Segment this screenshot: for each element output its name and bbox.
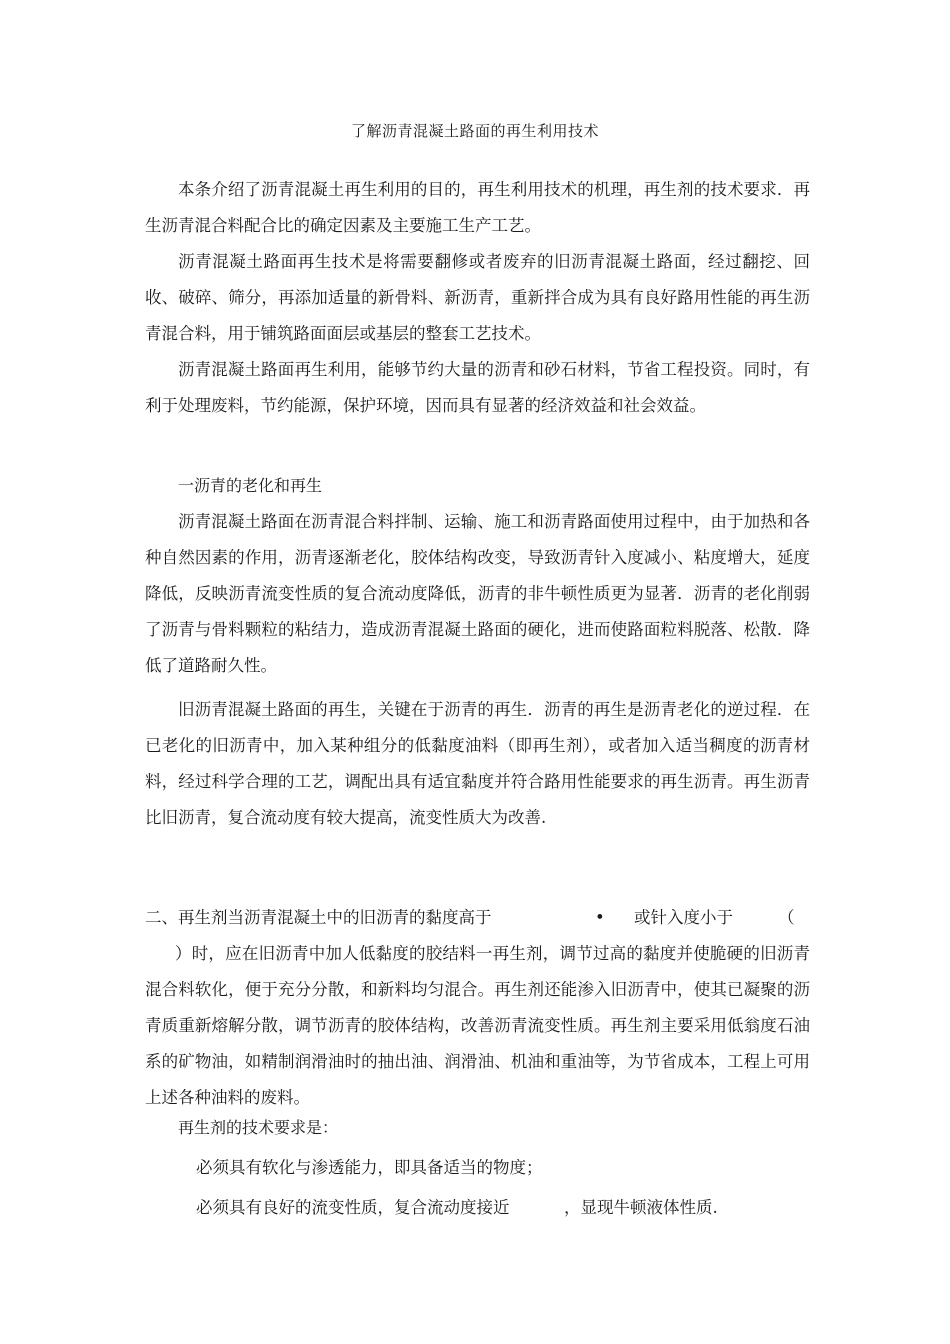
section-2-paragraph-1: ）时，应在旧沥青中加人低黏度的胶结料一再生剂，调节过高的黏度并使脆硬的旧沥青混合料软化，便于充分分散，和新料均匀混合。再生剂还能渗入旧沥青中，使其已凝聚的沥青质重新熔解分散，调节沥青的胶体结构，改善沥青流变性质。再生剂主要采用低翁度石油系的矿物油，如精制润滑油时的抽出油、润滑油、机油和重油等，为节省成本，工程上可用上述各种油料的废料。: [145, 944, 810, 1107]
intro-paragraph-3: 沥青混凝土路面再生利用，能够节约大量的沥青和砂石材料，节省工程投资。同时，有利于处理废料，节约能源，保护环境，因而具有显著的经济效益和社会效益。: [145, 360, 810, 415]
section-1-paragraph-1: 沥青混凝土路面在沥青混合料拌制、运输、施工和沥青路面使用过程中，由于加热和各种自然因素的作用，沥青逐渐老化，胶体结构改变，导致沥青针入度减小、粘度增大，延度降低，反映沥青流变性质的复合流动度降低，沥青的非牛顿性质更为显著．沥青的老化削弱了沥青与骨料颗粒的粘结力，造成沥青混凝土路面的硬化，进而使路面粒料脱落、松散．降低了道路耐久性。: [145, 512, 810, 675]
section-2-heading-text: 二、再生剂当沥青混凝土中的旧沥青的黏度高于: [145, 908, 492, 927]
intro-paragraph-2: 沥青混凝土路面再生技术是将需要翻修或者废弃的旧沥青混凝土路面，经过翻挖、回收、破碎、筛分，再添加适量的新骨料、新沥青，重新拌合成为具有良好路用性能的再生沥青混合料，用于铺筑路面面层或基层的整套工艺技术。: [145, 252, 810, 343]
requirements-heading: 再生剂的技术要求是：: [178, 1118, 339, 1137]
requirement-2-text: 必须具有良好的流变性质，复合流动度接近: [196, 1198, 510, 1217]
section-2-penetration-text: 或针入度小于: [634, 908, 733, 927]
document-title: 了解沥青混凝土路面的再生利用技术: [350, 122, 599, 140]
section-2-bullet: •: [595, 908, 605, 927]
intro-paragraph-1: 本条介绍了沥青混凝土再生利用的目的，再生利用技术的机理，再生剂的技术要求．再生沥青混合料配合比的确定因素及主要施工生产工艺。: [145, 180, 810, 235]
section-1-heading: 一沥青的老化和再生: [178, 476, 323, 495]
requirement-1: 必须具有软化与渗透能力，即具备适当的物度；: [196, 1158, 543, 1177]
requirement-2-tail: ，显现牛顿液体性质.: [564, 1198, 718, 1217]
section-1-paragraph-2: 旧沥青混凝土路面的再生，关键在于沥青的再生．沥青的再生是沥青老化的逆过程．在已老化的旧沥青中，加入某种组分的低黏度油料（即再生剂），或者加入适当稠度的沥青材料，经过科学合理的工艺，调配出具有适宜黏度并符合路用性能要求的再生沥青。再生沥青比旧沥青，复合流动度有较大提高，流变性质大为改善.: [145, 700, 810, 827]
section-2-open-paren: （: [778, 908, 795, 927]
